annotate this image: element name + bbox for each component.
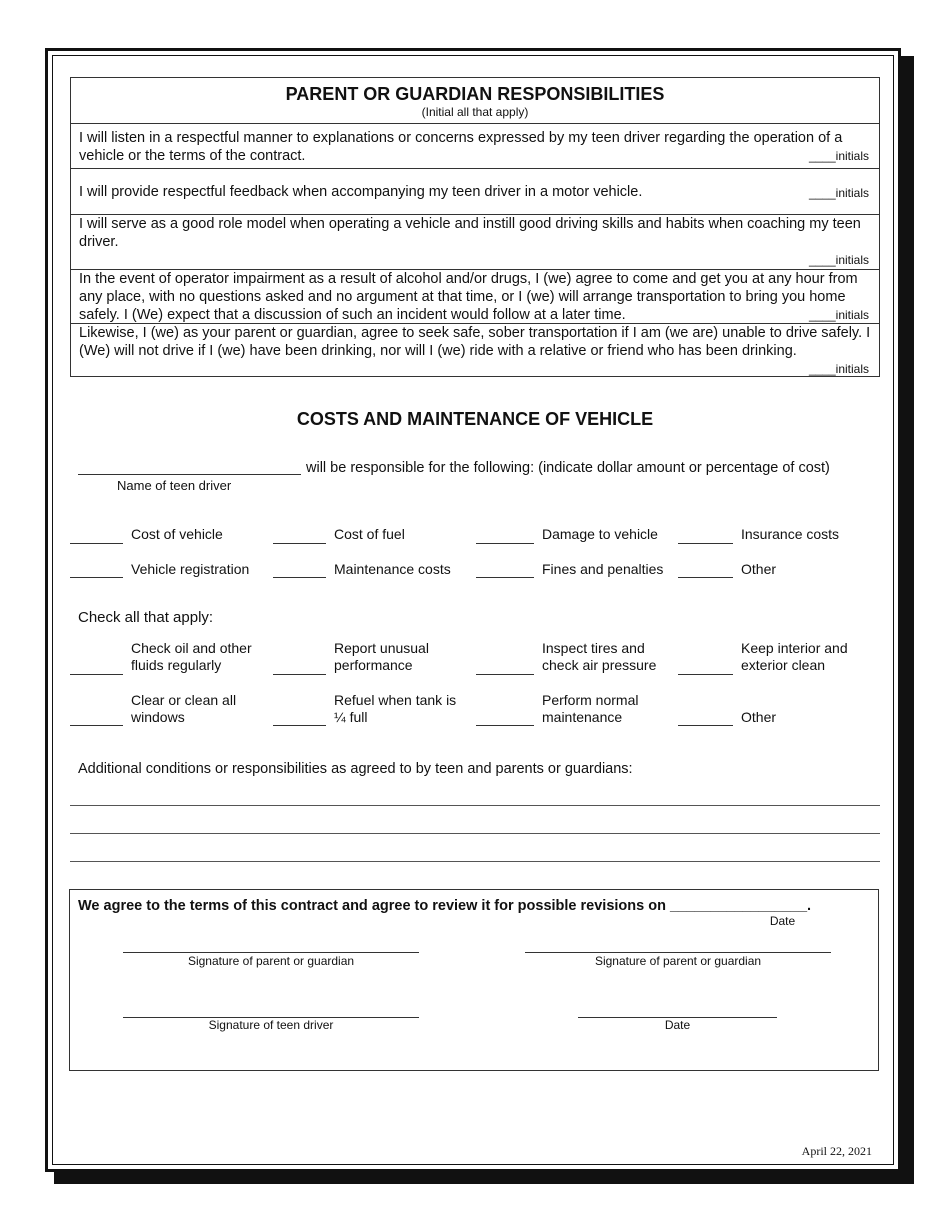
parent-signature-line-2[interactable] — [525, 952, 831, 953]
check-item: Clear or clean all windows — [131, 692, 237, 725]
check-blank[interactable] — [476, 725, 534, 726]
agreement-box — [69, 889, 879, 1071]
additional-conditions-label: Additional conditions or responsibilities as agreed to by teen and parents or guardians: — [78, 761, 633, 777]
cost-label: Damage to vehicle — [542, 526, 658, 542]
responsibilities-subtitle: (Initial all that apply) — [421, 105, 529, 119]
parent-signature-label-2: Signature of parent or guardian — [594, 954, 762, 968]
footer-date: April 22, 2021 — [801, 1144, 872, 1158]
initials-field-4[interactable]: ____initials — [808, 308, 869, 322]
signature-date-label: Date — [664, 1018, 691, 1032]
responsibility-item-3: I will serve as a good role model when operating a vehicle and instill good driving skills and habits when coaching my teen driver. — [79, 216, 861, 250]
responsibility-item-1: I will listen in a respectful manner to explanations or concerns expressed by my teen driver regarding the operation of a vehicle or the terms of the contract. — [79, 130, 843, 164]
cost-blank[interactable] — [476, 577, 534, 578]
responsibility-item-2: I will provide respectful feedback when accompanying my teen driver in a motor vehicle. — [79, 184, 643, 200]
notes-line[interactable] — [70, 861, 880, 862]
row-divider — [71, 123, 879, 124]
agreement-text: We agree to the terms of this contract and agree to review it for possible revisions on _________________. — [78, 898, 812, 914]
cost-blank[interactable] — [70, 543, 123, 544]
notes-line[interactable] — [70, 805, 880, 806]
initials-field-3[interactable]: ____initials — [808, 253, 869, 267]
responsible-text: will be responsible for the following: (indicate dollar amount or percentage of cost) — [306, 460, 830, 476]
cost-blank[interactable] — [70, 577, 123, 578]
responsibility-item-5: Likewise, I (we) as your parent or guardian, agree to seek safe, sober transportation if I am (we are) unable to drive safely. I (We) will not drive if I (we) have been drinking, nor will I (we) ride with a relative or friend who has been drinking. — [79, 325, 871, 359]
checklist-heading: Check all that apply: — [78, 609, 214, 626]
cost-label: Maintenance costs — [334, 561, 451, 577]
cost-blank[interactable] — [273, 543, 326, 544]
check-item: Keep interior and exterior clean — [741, 640, 848, 673]
cost-blank[interactable] — [273, 577, 326, 578]
initials-field-1[interactable]: ____initials — [808, 149, 869, 163]
teen-name-blank[interactable] — [78, 474, 301, 475]
cost-label: Vehicle registration — [131, 561, 250, 577]
cost-blank[interactable] — [678, 577, 733, 578]
review-date-label: Date — [769, 914, 796, 928]
parent-signature-label-1: Signature of parent or guardian — [187, 954, 355, 968]
cost-label: Insurance costs — [741, 526, 840, 542]
check-blank[interactable] — [678, 725, 733, 726]
initials-field-2[interactable]: ____initials — [808, 186, 869, 200]
cost-blank[interactable] — [678, 543, 733, 544]
teen-name-label: Name of teen driver — [117, 478, 232, 493]
responsibilities-box — [70, 77, 880, 377]
check-item: Other — [741, 709, 777, 725]
check-item: Report unusual performance — [334, 640, 429, 673]
parent-signature-line-1[interactable] — [123, 952, 419, 953]
row-divider — [71, 168, 879, 169]
check-blank[interactable] — [70, 725, 123, 726]
cost-blank[interactable] — [476, 543, 534, 544]
responsibilities-title: PARENT OR GUARDIAN RESPONSIBILITIES — [285, 84, 665, 104]
check-blank[interactable] — [70, 674, 123, 675]
check-blank[interactable] — [476, 674, 534, 675]
check-blank[interactable] — [678, 674, 733, 675]
cost-label: Other — [741, 561, 777, 577]
cost-label: Fines and penalties — [542, 561, 664, 577]
check-item: Check oil and other fluids regularly — [131, 640, 252, 673]
check-item: Perform normal maintenance — [542, 692, 639, 725]
check-blank[interactable] — [273, 674, 326, 675]
teen-signature-label: Signature of teen driver — [208, 1018, 334, 1032]
check-item: Refuel when tank is ¼ full — [334, 692, 457, 725]
cost-label: Cost of vehicle — [131, 526, 223, 542]
costs-section-title: COSTS AND MAINTENANCE OF VEHICLE — [296, 409, 654, 429]
check-blank[interactable] — [273, 725, 326, 726]
cost-label: Cost of fuel — [334, 526, 405, 542]
notes-line[interactable] — [70, 833, 880, 834]
responsibility-item-4: In the event of operator impairment as a result of alcohol and/or drugs, I (we) agree to come and get you at any hour from any place, with no questions asked and no argument at that time, or I (we) will arrange transportation to bring you home safely. I (We) expect that a discussion of such an incident would follow at a later time. — [79, 271, 858, 323]
initials-field-5[interactable]: ____initials — [808, 362, 869, 376]
check-item: Inspect tires and check air pressure — [542, 640, 657, 673]
